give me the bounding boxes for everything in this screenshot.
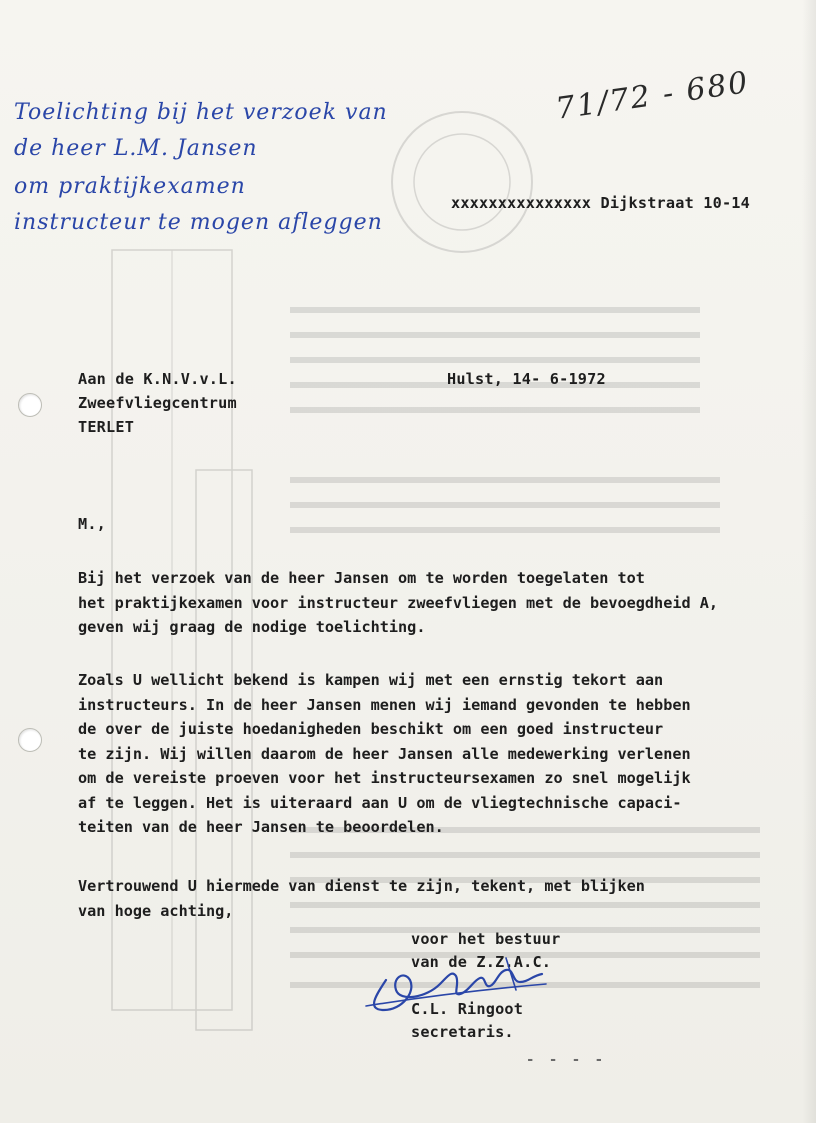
paragraph-3 (78, 874, 778, 923)
paragraph-2-line-6: af te leggen. Het is uiteraard aan U om de vliegtechnische capaci- (78, 793, 682, 812)
paragraph-1 (78, 566, 778, 640)
paragraph-2-line-4: te zijn. Wij willen daarom de heer Jansen alle medewerking verlenen (78, 744, 691, 763)
paragraph-3-line-2: van hoge achting, (78, 901, 234, 920)
paragraph-2-line-5: om de vereiste proeven voor het instructeursexamen zo snel mogelijk (78, 769, 691, 787)
closing-line-1: voor het bestuur (411, 930, 561, 948)
recipient-line-3: TERLET (78, 418, 135, 436)
place-date: Hulst, 14- 6-1972 (447, 370, 606, 388)
paragraph-3-line-1: Vertrouwend U hiermede van dienst te zijn, tekent, met blijken (78, 877, 645, 895)
handwritten-annotation-line-2: de heer L.M. Jansen (14, 136, 258, 161)
signatory-name: C.L. Ringoot (411, 1000, 524, 1018)
recipient-line-2: Zweefvliegcentrum (78, 394, 237, 412)
paper-edge-shadow (802, 0, 816, 1123)
salutation: M., (78, 515, 107, 533)
paragraph-1-line-2: het praktijkexamen voor instructeur zweefvliegen met de bevoegdheid A, (78, 593, 719, 612)
closing-line-2: van de Z.Z.A.C. (411, 953, 552, 971)
recipient-line-1: Aan de K.N.V.v.L. (78, 370, 237, 388)
signatory-title: secretaris. (411, 1023, 514, 1041)
punch-hole-bottom (18, 728, 42, 752)
punch-hole-top (18, 393, 42, 417)
paragraph-1-line-3: geven wij graag de nodige toelichting. (78, 618, 426, 636)
footer-marks: - - - - (526, 1052, 607, 1068)
paragraph-2-line-2: instructeurs. In de heer Jansen menen wij iemand gevonden te hebben (78, 695, 691, 714)
reference-number: 71/72 - 680 (553, 65, 752, 127)
paragraph-1-line-1: Bij het verzoek van de heer Jansen om te worden toegelaten tot (78, 569, 645, 587)
sender-address: xxxxxxxxxxxxxxx Dijkstraat 10-14 (451, 194, 750, 212)
paragraph-2-line-1: Zoals U wellicht bekend is kampen wij met een ernstig tekort aan (78, 671, 664, 689)
handwritten-annotation-line-1: Toelichting bij het verzoek van (14, 100, 388, 125)
paragraph-2-line-7: teiten van de heer Jansen te beoordelen. (78, 818, 444, 836)
paragraph-2-line-3: de over de juiste hoedanigheden beschikt om een goed instructeur (78, 720, 664, 738)
paragraph-2 (78, 668, 778, 840)
handwritten-annotation-line-3: om praktijkexamen (14, 174, 246, 199)
handwritten-annotation-line-4: instructeur te mogen afleggen (14, 210, 383, 235)
